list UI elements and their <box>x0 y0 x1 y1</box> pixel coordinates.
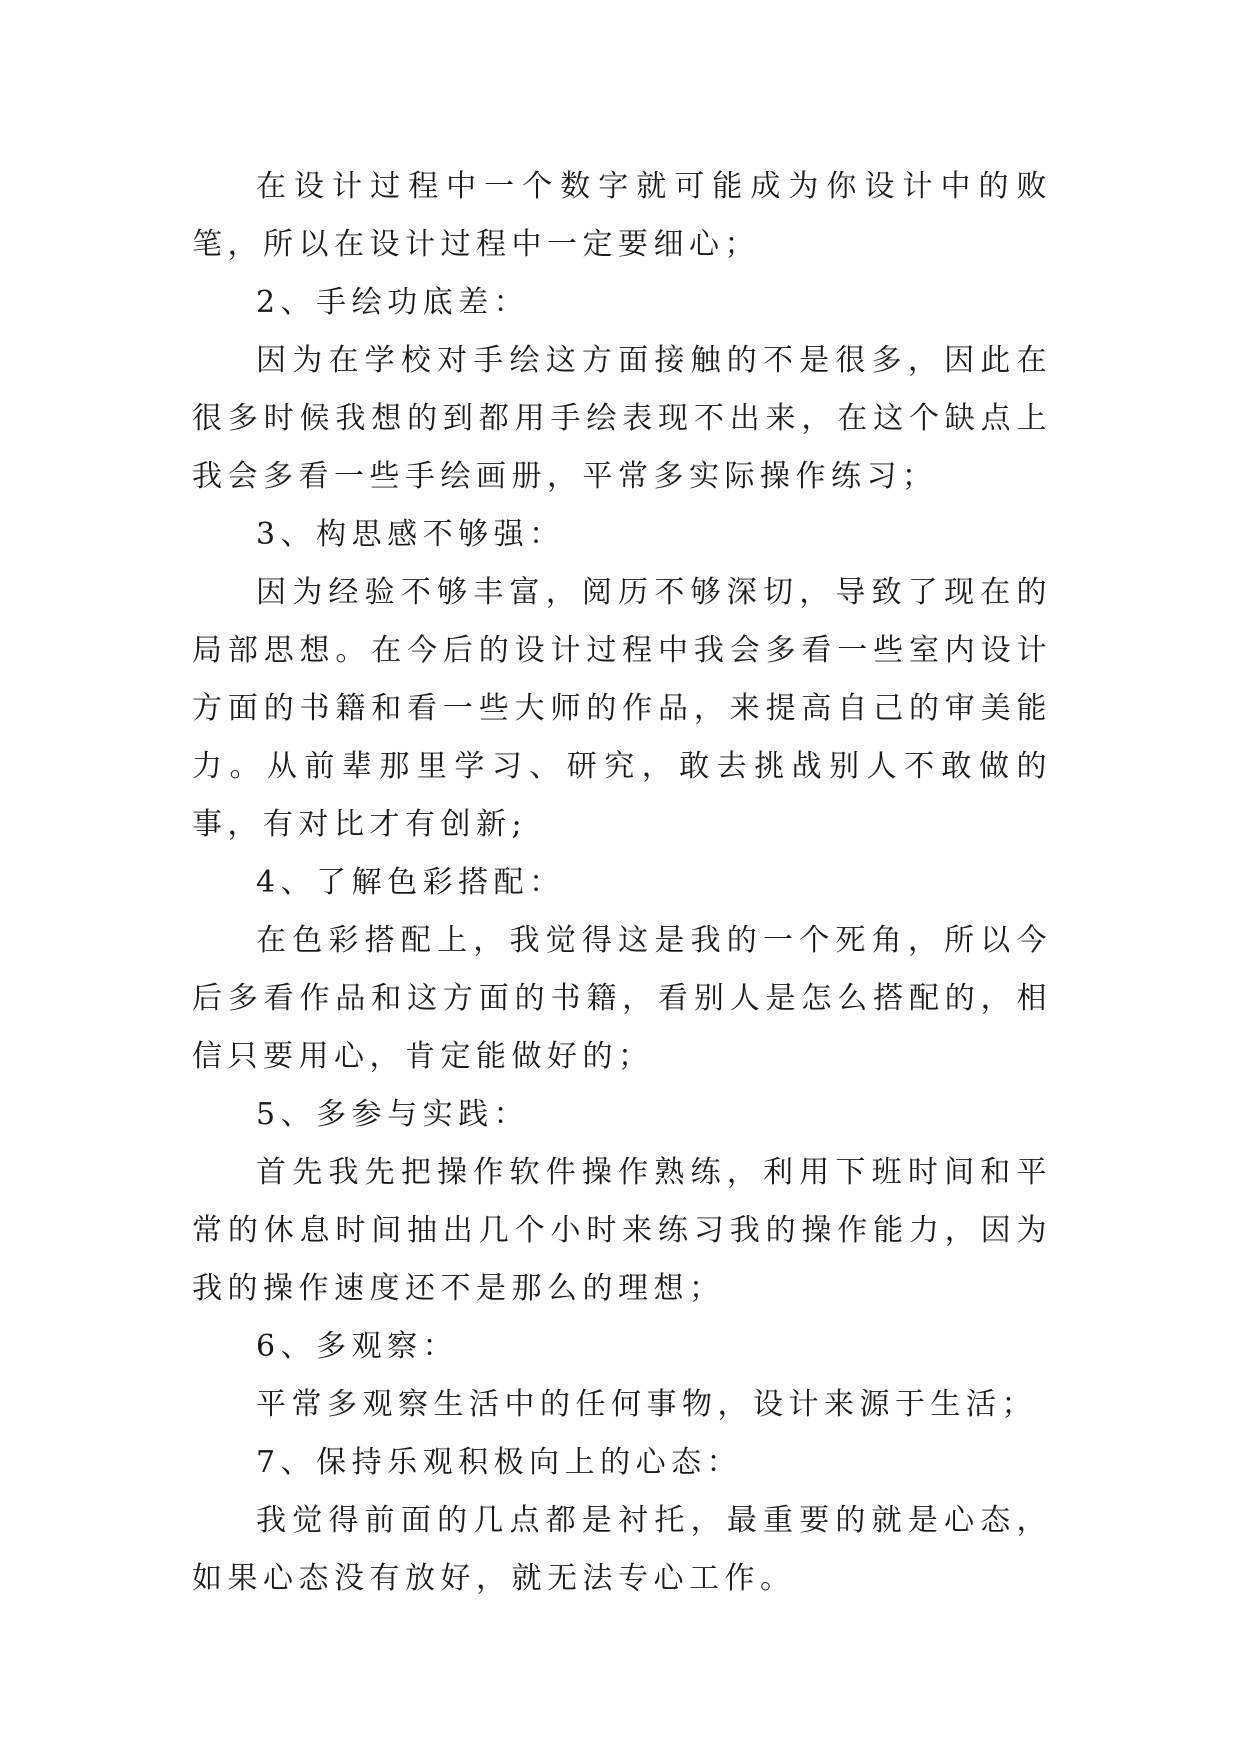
heading-color-matching: 4、了解色彩搭配： <box>256 865 565 900</box>
paragraph-attention-to-detail: 在设计过程中一个数字就可能成为你设计中的败笔，所以在设计过程中一定要细心； <box>192 169 1052 262</box>
paragraph-attitude: 我觉得前面的几点都是衬托，最重要的就是心态，如果心态没有放好，就无法专心工作。 <box>192 1503 1052 1596</box>
paragraph-color-matching: 在色彩搭配上，我觉得这是我的一个死角，所以今后多看作品和这方面的书籍，看别人是怎么搭配的，相信只要用心，肯定能做好的； <box>192 923 1052 1074</box>
heading-observation: 6、多观察： <box>256 1329 459 1364</box>
heading-practice: 5、多参与实践： <box>256 1097 530 1132</box>
paragraph-observation: 平常多观察生活中的任何事物，设计来源于生活； <box>256 1387 1037 1422</box>
document-body <box>192 158 1052 1608</box>
paragraph-practice: 首先我先把操作软件操作熟练，利用下班时间和平常的休息时间抽出几个小时来练习我的操作能力，因为我的操作速度还不是那么的理想； <box>192 1155 1052 1306</box>
paragraph-conception: 因为经验不够丰富，阅历不够深切，导致了现在的局部思想。在今后的设计过程中我会多看一些室内设计方面的书籍和看一些大师的作品，来提高自己的审美能力。从前辈那里学习、研究，敢去挑战别人不敢做的事，有对比才有创新; <box>192 575 1052 842</box>
heading-attitude: 7、保持乐观积极向上的心态： <box>256 1445 743 1480</box>
paragraph-hand-drawing: 因为在学校对手绘这方面接触的不是很多，因此在很多时候我想的到都用手绘表现不出来，在这个缺点上我会多看一些手绘画册，平常多实际操作练习； <box>192 343 1052 494</box>
heading-hand-drawing: 2、手绘功底差： <box>256 285 530 320</box>
heading-conception: 3、构思感不够强： <box>256 517 565 552</box>
